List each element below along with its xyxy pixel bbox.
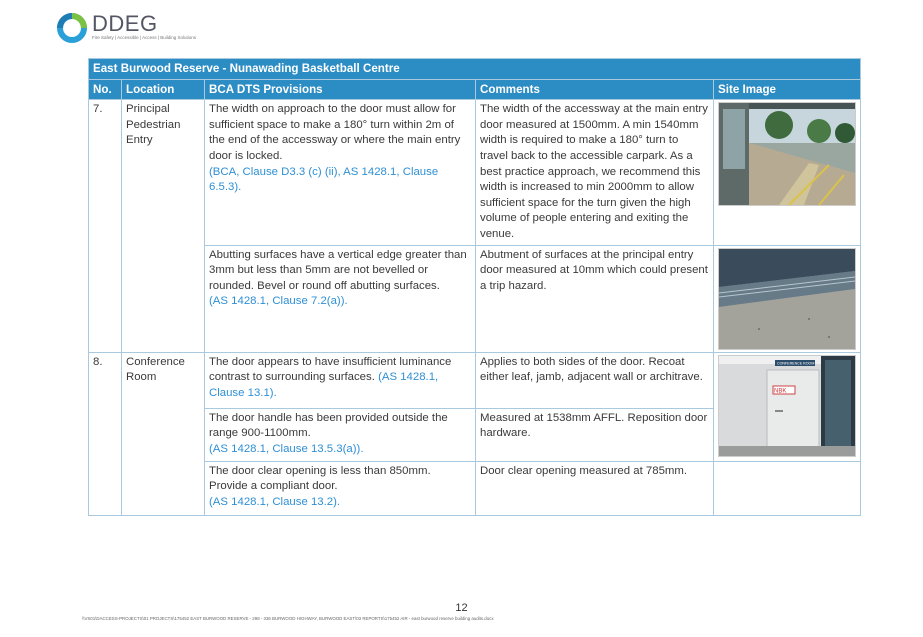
file-path: \\VS01\DACCESS-PROJECTS\01 PROJECTS\175452 EAST BURWOOD RESERVE - 298 - 336 BURWOOD HIGHWAY, BURWOOD EAST\03 REPORTS\175452 AIR - east burwood reserve building audits.docx (82, 616, 494, 621)
provision-reference: (AS 1428.1, Clause 13.1). (209, 371, 439, 399)
header-site-image: Site Image (714, 79, 861, 100)
header-location: Location (122, 79, 205, 100)
audit-table (88, 58, 861, 516)
comment-cell: Abutment of surfaces at the principal entry door measured at 10mm which could present a trip hazard. (476, 245, 714, 352)
header-no: No. (89, 79, 122, 100)
comment-cell: Applies to both sides of the door. Recoat either leaf, jamb, adjacent wall or architrave. (476, 352, 714, 408)
provision-reference: (BCA, Clause D3.3 (c) (ii), AS 1428.1, Clause 6.5.3). (209, 165, 439, 194)
page-number: 12 (455, 602, 468, 614)
provision-cell (205, 408, 476, 461)
site-image-cell (714, 100, 861, 245)
item-location: Principal Pedestrian Entry (122, 100, 205, 352)
company-logo (56, 12, 196, 44)
table-row (89, 100, 861, 245)
logo-name: DDEG (92, 11, 158, 36)
provision-cell (205, 245, 476, 352)
provision-text: The door handle has been provided outside the range 900-1100mm. (209, 411, 448, 440)
site-photo-entry-walkway (718, 102, 856, 206)
item-number: 8. (89, 352, 122, 515)
door-brand-label: NBK (774, 388, 787, 395)
table-header-row (89, 79, 861, 100)
site-image-cell (714, 245, 861, 352)
site-photo-abutting-surface (718, 248, 856, 350)
provision-reference: (AS 1428.1, Clause 13.2). (209, 495, 341, 508)
provision-cell (205, 352, 476, 408)
comment-cell: The width of the accessway at the main entry door measured at 1500mm. A min 1540mm width is required to make a 180° turn to travel back to the accessible carpark. As a best practice approach, we recommend this width is increased to min 2000mm to allow sufficient space for the turn given the high volume of people entering and exiting the venue. (476, 100, 714, 245)
table-title-row (89, 59, 861, 80)
item-location: Conference Room (122, 352, 205, 515)
provision-text: The door clear opening is less than 850mm. Provide a compliant door. (209, 464, 431, 493)
logo-tagline: Fire Safety | Accessible | Access | Building Solutions (92, 35, 197, 40)
table-row (89, 461, 861, 515)
comment-cell: Door clear opening measured at 785mm. (476, 461, 714, 515)
provision-text: Abutting surfaces have a vertical edge greater than 3mm but less than 5mm are not bevelled or rounded. Bevel or round off abutting surfaces. (209, 248, 467, 292)
provision-reference: (AS 1428.1, Clause 7.2(a)). (209, 295, 348, 308)
provision-cell (205, 100, 476, 245)
table-row (89, 245, 861, 352)
provision-text: The door appears to have insufficient luminance contrast to surrounding surfaces. (209, 355, 452, 384)
header-comments: Comments (476, 79, 714, 100)
site-photo-conference-door (718, 355, 856, 457)
site-image-cell (714, 352, 861, 461)
site-image-cell-empty (714, 461, 861, 515)
provision-cell (205, 461, 476, 515)
comment-cell: Measured at 1538mm AFFL. Reposition door hardware. (476, 408, 714, 461)
header-provisions: BCA DTS Provisions (205, 79, 476, 100)
table-title: East Burwood Reserve - Nunawading Basketball Centre (89, 59, 861, 80)
provision-text: The width on approach to the door must allow for sufficient space to make a 180° turn within 2m of the end of the accessway or where the main entry door is locked. (209, 103, 461, 162)
table-row (89, 352, 861, 408)
item-number: 7. (89, 100, 122, 352)
provision-reference: (AS 1428.1, Clause 13.5.3(a)). (209, 442, 364, 455)
door-sign-label: CONFERENCE ROOM (777, 361, 815, 366)
logo-ring-icon (56, 12, 88, 44)
